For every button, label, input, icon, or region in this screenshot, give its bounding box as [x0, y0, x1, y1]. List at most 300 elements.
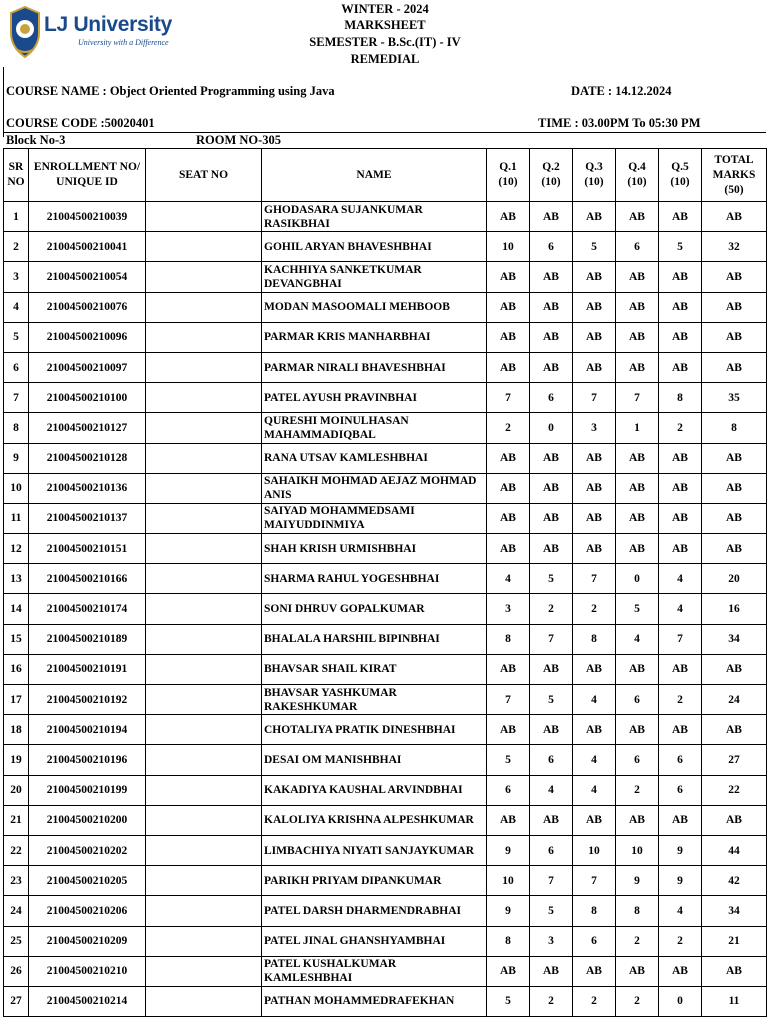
- cell-enrollment: 21004500210054: [29, 262, 146, 292]
- cell-q1: 9: [487, 896, 530, 926]
- cell-q3: 6: [573, 926, 616, 956]
- cell-total: AB: [702, 202, 767, 232]
- cell-seat: [146, 564, 262, 594]
- cell-q4: AB: [616, 715, 659, 745]
- cell-name: QURESHI MOINULHASAN MAHAMMADIQBAL: [262, 413, 487, 443]
- table-row: [4, 413, 767, 443]
- cell-q2: AB: [530, 202, 573, 232]
- cell-q5: AB: [659, 654, 702, 684]
- cell-q3: AB: [573, 443, 616, 473]
- cell-q3: 5: [573, 232, 616, 262]
- cell-q3: AB: [573, 292, 616, 322]
- cell-q3: 7: [573, 564, 616, 594]
- cell-name: BHAVSAR SHAIL KIRAT: [262, 654, 487, 684]
- cell-sr: 4: [4, 292, 29, 322]
- cell-seat: [146, 685, 262, 715]
- cell-enrollment: 21004500210097: [29, 352, 146, 382]
- table-row: [4, 896, 767, 926]
- cell-q5: AB: [659, 956, 702, 986]
- cell-total: AB: [702, 715, 767, 745]
- cell-q2: AB: [530, 654, 573, 684]
- cell-q5: 6: [659, 775, 702, 805]
- table-header-row: [4, 149, 767, 202]
- cell-q4: 7: [616, 383, 659, 413]
- cell-q4: 6: [616, 685, 659, 715]
- cell-enrollment: 21004500210128: [29, 443, 146, 473]
- cell-q2: AB: [530, 503, 573, 533]
- cell-seat: [146, 383, 262, 413]
- table-row: [4, 564, 767, 594]
- cell-q1: 2: [487, 413, 530, 443]
- cell-total: 21: [702, 926, 767, 956]
- cell-q3: AB: [573, 262, 616, 292]
- cell-q5: 8: [659, 383, 702, 413]
- room-number: ROOM NO-305: [196, 133, 282, 147]
- table-row: [4, 232, 767, 262]
- cell-q1: AB: [487, 322, 530, 352]
- cell-enrollment: 21004500210100: [29, 383, 146, 413]
- cell-sr: 24: [4, 896, 29, 926]
- cell-q4: AB: [616, 805, 659, 835]
- cell-q2: 5: [530, 896, 573, 926]
- cell-q2: AB: [530, 262, 573, 292]
- cell-seat: [146, 624, 262, 654]
- cell-q3: 7: [573, 383, 616, 413]
- cell-sr: 10: [4, 473, 29, 503]
- table-row: [4, 835, 767, 865]
- cell-q1: AB: [487, 654, 530, 684]
- cell-seat: [146, 262, 262, 292]
- cell-q2: AB: [530, 956, 573, 986]
- cell-q2: 6: [530, 383, 573, 413]
- cell-seat: [146, 473, 262, 503]
- cell-q2: AB: [530, 805, 573, 835]
- cell-q5: 4: [659, 896, 702, 926]
- cell-total: 27: [702, 745, 767, 775]
- cell-q1: 8: [487, 624, 530, 654]
- cell-q5: 2: [659, 685, 702, 715]
- cell-sr: 2: [4, 232, 29, 262]
- cell-sr: 23: [4, 866, 29, 896]
- cell-q5: AB: [659, 473, 702, 503]
- cell-q2: AB: [530, 534, 573, 564]
- cell-enrollment: 21004500210194: [29, 715, 146, 745]
- cell-seat: [146, 956, 262, 986]
- cell-total: 16: [702, 594, 767, 624]
- header-q3: Q.3 (10): [573, 149, 616, 202]
- cell-q4: 4: [616, 624, 659, 654]
- cell-q5: AB: [659, 534, 702, 564]
- cell-q5: 9: [659, 866, 702, 896]
- university-tagline: University with a Difference: [78, 38, 169, 47]
- cell-enrollment: 21004500210076: [29, 292, 146, 322]
- university-crest-icon: [8, 5, 42, 63]
- cell-total: AB: [702, 292, 767, 322]
- block-number: Block No-3: [6, 133, 66, 147]
- table-row: [4, 503, 767, 533]
- cell-name: PARMAR KRIS MANHARBHAI: [262, 322, 487, 352]
- cell-q2: 5: [530, 564, 573, 594]
- cell-q5: 0: [659, 986, 702, 1016]
- exam-time: TIME : 03.00PM To 05:30 PM: [538, 116, 701, 130]
- cell-q2: 2: [530, 594, 573, 624]
- cell-q5: AB: [659, 503, 702, 533]
- cell-enrollment: 21004500210189: [29, 624, 146, 654]
- table-row: [4, 956, 767, 986]
- cell-seat: [146, 202, 262, 232]
- cell-seat: [146, 594, 262, 624]
- cell-sr: 1: [4, 202, 29, 232]
- cell-q2: AB: [530, 352, 573, 382]
- cell-total: AB: [702, 322, 767, 352]
- marks-table: [3, 148, 767, 1017]
- table-row: [4, 322, 767, 352]
- table-row: [4, 775, 767, 805]
- cell-sr: 19: [4, 745, 29, 775]
- cell-name: KAKADIYA KAUSHAL ARVINDBHAI: [262, 775, 487, 805]
- cell-total: AB: [702, 805, 767, 835]
- cell-q4: AB: [616, 956, 659, 986]
- table-row: [4, 866, 767, 896]
- cell-enrollment: 21004500210166: [29, 564, 146, 594]
- cell-seat: [146, 534, 262, 564]
- cell-q1: 6: [487, 775, 530, 805]
- cell-seat: [146, 986, 262, 1016]
- cell-q1: 8: [487, 926, 530, 956]
- cell-sr: 5: [4, 322, 29, 352]
- cell-total: 44: [702, 835, 767, 865]
- cell-sr: 27: [4, 986, 29, 1016]
- table-row: [4, 202, 767, 232]
- cell-sr: 6: [4, 352, 29, 382]
- table-row: [4, 292, 767, 322]
- cell-name: GHODASARA SUJANKUMAR RASIKBHAI: [262, 202, 487, 232]
- cell-q4: AB: [616, 292, 659, 322]
- table-row: [4, 473, 767, 503]
- cell-total: 34: [702, 624, 767, 654]
- cell-name: KALOLIYA KRISHNA ALPESHKUMAR: [262, 805, 487, 835]
- cell-name: GOHIL ARYAN BHAVESHBHAI: [262, 232, 487, 262]
- cell-q3: 2: [573, 594, 616, 624]
- cell-q1: 10: [487, 866, 530, 896]
- cell-name: PATEL DARSH DHARMENDRABHAI: [262, 896, 487, 926]
- cell-q4: AB: [616, 473, 659, 503]
- cell-seat: [146, 232, 262, 262]
- cell-total: AB: [702, 654, 767, 684]
- cell-q4: AB: [616, 503, 659, 533]
- cell-sr: 8: [4, 413, 29, 443]
- cell-q2: 7: [530, 866, 573, 896]
- cell-total: 32: [702, 232, 767, 262]
- cell-enrollment: 21004500210137: [29, 503, 146, 533]
- cell-q3: 7: [573, 866, 616, 896]
- table-row: [4, 926, 767, 956]
- cell-enrollment: 21004500210214: [29, 986, 146, 1016]
- cell-sr: 26: [4, 956, 29, 986]
- cell-total: AB: [702, 503, 767, 533]
- cell-q4: AB: [616, 654, 659, 684]
- cell-sr: 11: [4, 503, 29, 533]
- cell-enrollment: 21004500210200: [29, 805, 146, 835]
- course-code: COURSE CODE :50020401: [6, 116, 155, 130]
- header-seat: SEAT NO: [146, 149, 262, 202]
- cell-total: 42: [702, 866, 767, 896]
- cell-q1: 7: [487, 383, 530, 413]
- university-name: LJ University: [44, 13, 172, 36]
- cell-total: 20: [702, 564, 767, 594]
- cell-enrollment: 21004500210041: [29, 232, 146, 262]
- cell-name: PATHAN MOHAMMEDRAFEKHAN: [262, 986, 487, 1016]
- cell-q5: 9: [659, 835, 702, 865]
- cell-q3: AB: [573, 715, 616, 745]
- term-heading: WINTER - 2024: [341, 2, 429, 16]
- cell-q5: 4: [659, 564, 702, 594]
- cell-q4: 8: [616, 896, 659, 926]
- cell-name: PATEL KUSHALKUMAR KAMLESHBHAI: [262, 956, 487, 986]
- cell-sr: 17: [4, 685, 29, 715]
- cell-q3: 4: [573, 685, 616, 715]
- cell-sr: 3: [4, 262, 29, 292]
- table-row: [4, 624, 767, 654]
- cell-enrollment: 21004500210210: [29, 956, 146, 986]
- cell-seat: [146, 654, 262, 684]
- cell-enrollment: 21004500210039: [29, 202, 146, 232]
- cell-q1: AB: [487, 503, 530, 533]
- header-enrollment: ENROLLMENT NO/ UNIQUE ID: [29, 149, 146, 202]
- cell-enrollment: 21004500210205: [29, 866, 146, 896]
- cell-q5: AB: [659, 262, 702, 292]
- table-row: [4, 352, 767, 382]
- cell-total: AB: [702, 956, 767, 986]
- header-sr: SR NO: [4, 149, 29, 202]
- cell-enrollment: 21004500210127: [29, 413, 146, 443]
- cell-sr: 22: [4, 835, 29, 865]
- cell-name: PATEL JINAL GHANSHYAMBHAI: [262, 926, 487, 956]
- cell-q4: AB: [616, 443, 659, 473]
- cell-q1: AB: [487, 473, 530, 503]
- cell-enrollment: 21004500210192: [29, 685, 146, 715]
- cell-q3: AB: [573, 654, 616, 684]
- table-row: [4, 654, 767, 684]
- left-border: [3, 67, 4, 137]
- cell-sr: 9: [4, 443, 29, 473]
- cell-q3: AB: [573, 202, 616, 232]
- cell-q3: AB: [573, 322, 616, 352]
- header-q1: Q.1 (10): [487, 149, 530, 202]
- course-name: COURSE NAME : Object Oriented Programming using Java: [6, 84, 335, 98]
- semester-heading: SEMESTER - B.Sc.(IT) - IV: [309, 35, 461, 49]
- cell-q5: AB: [659, 443, 702, 473]
- cell-q1: AB: [487, 443, 530, 473]
- cell-q3: 3: [573, 413, 616, 443]
- cell-name: BHAVSAR YASHKUMAR RAKESHKUMAR: [262, 685, 487, 715]
- cell-sr: 18: [4, 715, 29, 745]
- cell-q2: 7: [530, 624, 573, 654]
- cell-q3: AB: [573, 534, 616, 564]
- cell-q1: 9: [487, 835, 530, 865]
- cell-seat: [146, 413, 262, 443]
- cell-q4: AB: [616, 262, 659, 292]
- table-row: [4, 534, 767, 564]
- cell-sr: 12: [4, 534, 29, 564]
- cell-q3: 2: [573, 986, 616, 1016]
- cell-name: LIMBACHIYA NIYATI SANJAYKUMAR: [262, 835, 487, 865]
- exam-date: DATE : 14.12.2024: [571, 84, 672, 98]
- cell-q5: 4: [659, 594, 702, 624]
- cell-seat: [146, 775, 262, 805]
- cell-q3: 8: [573, 896, 616, 926]
- cell-enrollment: 21004500210196: [29, 745, 146, 775]
- cell-enrollment: 21004500210191: [29, 654, 146, 684]
- cell-name: PATEL AYUSH PRAVINBHAI: [262, 383, 487, 413]
- cell-seat: [146, 805, 262, 835]
- cell-total: 22: [702, 775, 767, 805]
- cell-name: SAIYAD MOHAMMEDSAMI MAIYUDDINMIYA: [262, 503, 487, 533]
- cell-sr: 15: [4, 624, 29, 654]
- table-row: [4, 715, 767, 745]
- cell-name: CHOTALIYA PRATIK DINESHBHAI: [262, 715, 487, 745]
- cell-q4: 2: [616, 926, 659, 956]
- cell-name: MODAN MASOOMALI MEHBOOB: [262, 292, 487, 322]
- cell-seat: [146, 443, 262, 473]
- table-row: [4, 262, 767, 292]
- cell-enrollment: 21004500210202: [29, 835, 146, 865]
- cell-q2: AB: [530, 715, 573, 745]
- cell-sr: 20: [4, 775, 29, 805]
- cell-q5: 2: [659, 413, 702, 443]
- cell-seat: [146, 926, 262, 956]
- cell-q5: 7: [659, 624, 702, 654]
- cell-q2: 0: [530, 413, 573, 443]
- cell-seat: [146, 292, 262, 322]
- cell-q3: AB: [573, 805, 616, 835]
- cell-q1: AB: [487, 534, 530, 564]
- cell-sr: 14: [4, 594, 29, 624]
- cell-sr: 13: [4, 564, 29, 594]
- cell-q2: AB: [530, 322, 573, 352]
- cell-q2: AB: [530, 473, 573, 503]
- cell-q1: AB: [487, 262, 530, 292]
- cell-q4: 10: [616, 835, 659, 865]
- cell-enrollment: 21004500210136: [29, 473, 146, 503]
- cell-enrollment: 21004500210206: [29, 896, 146, 926]
- cell-q3: 4: [573, 775, 616, 805]
- cell-total: 24: [702, 685, 767, 715]
- cell-seat: [146, 866, 262, 896]
- exam-type-heading: REMEDIAL: [350, 52, 420, 66]
- cell-name: SHARMA RAHUL YOGESHBHAI: [262, 564, 487, 594]
- cell-q4: 2: [616, 775, 659, 805]
- cell-q5: AB: [659, 805, 702, 835]
- cell-seat: [146, 896, 262, 926]
- cell-sr: 7: [4, 383, 29, 413]
- cell-q4: 5: [616, 594, 659, 624]
- cell-total: AB: [702, 262, 767, 292]
- cell-q1: 3: [487, 594, 530, 624]
- cell-q5: 5: [659, 232, 702, 262]
- cell-q3: 4: [573, 745, 616, 775]
- cell-enrollment: 21004500210199: [29, 775, 146, 805]
- cell-enrollment: 21004500210096: [29, 322, 146, 352]
- cell-total: 11: [702, 986, 767, 1016]
- table-row: [4, 594, 767, 624]
- cell-name: DESAI OM MANISHBHAI: [262, 745, 487, 775]
- cell-name: SONI DHRUV GOPALKUMAR: [262, 594, 487, 624]
- cell-q2: 6: [530, 835, 573, 865]
- cell-q1: AB: [487, 292, 530, 322]
- header-name: NAME: [262, 149, 487, 202]
- cell-q2: 4: [530, 775, 573, 805]
- cell-total: 34: [702, 896, 767, 926]
- cell-q4: 9: [616, 866, 659, 896]
- header-q5: Q.5 (10): [659, 149, 702, 202]
- cell-q2: 2: [530, 986, 573, 1016]
- cell-q2: 6: [530, 232, 573, 262]
- cell-q4: 2: [616, 986, 659, 1016]
- cell-q5: 2: [659, 926, 702, 956]
- cell-q2: 6: [530, 745, 573, 775]
- cell-enrollment: 21004500210151: [29, 534, 146, 564]
- cell-q3: AB: [573, 473, 616, 503]
- cell-q3: AB: [573, 956, 616, 986]
- cell-name: SHAH KRISH URMISHBHAI: [262, 534, 487, 564]
- table-row: [4, 745, 767, 775]
- cell-seat: [146, 352, 262, 382]
- cell-q1: AB: [487, 715, 530, 745]
- cell-seat: [146, 322, 262, 352]
- cell-q4: AB: [616, 352, 659, 382]
- cell-q5: AB: [659, 202, 702, 232]
- cell-sr: 25: [4, 926, 29, 956]
- cell-name: SAHAIKH MOHMAD AEJAZ MOHMAD ANIS: [262, 473, 487, 503]
- cell-q5: AB: [659, 352, 702, 382]
- cell-q3: 10: [573, 835, 616, 865]
- cell-q3: AB: [573, 352, 616, 382]
- cell-sr: 16: [4, 654, 29, 684]
- cell-total: AB: [702, 352, 767, 382]
- doc-type-heading: MARKSHEET: [344, 18, 426, 32]
- cell-q4: 0: [616, 564, 659, 594]
- cell-total: AB: [702, 534, 767, 564]
- cell-q4: 1: [616, 413, 659, 443]
- cell-total: AB: [702, 443, 767, 473]
- cell-q5: 6: [659, 745, 702, 775]
- cell-q2: 5: [530, 685, 573, 715]
- cell-q1: 10: [487, 232, 530, 262]
- cell-name: PARMAR NIRALI BHAVESHBHAI: [262, 352, 487, 382]
- cell-q5: AB: [659, 322, 702, 352]
- table-row: [4, 443, 767, 473]
- cell-q2: 3: [530, 926, 573, 956]
- cell-name: BHALALA HARSHIL BIPINBHAI: [262, 624, 487, 654]
- cell-q2: AB: [530, 292, 573, 322]
- cell-name: KACHHIYA SANKETKUMAR DEVANGBHAI: [262, 262, 487, 292]
- header-total: TOTAL MARKS (50): [702, 149, 767, 202]
- cell-enrollment: 21004500210174: [29, 594, 146, 624]
- cell-q2: AB: [530, 443, 573, 473]
- cell-q1: AB: [487, 352, 530, 382]
- cell-q1: AB: [487, 805, 530, 835]
- university-logo: [8, 5, 172, 67]
- cell-seat: [146, 715, 262, 745]
- cell-q1: 5: [487, 745, 530, 775]
- cell-enrollment: 21004500210209: [29, 926, 146, 956]
- table-row: [4, 383, 767, 413]
- cell-q5: AB: [659, 292, 702, 322]
- cell-seat: [146, 745, 262, 775]
- cell-q4: 6: [616, 232, 659, 262]
- cell-q4: AB: [616, 202, 659, 232]
